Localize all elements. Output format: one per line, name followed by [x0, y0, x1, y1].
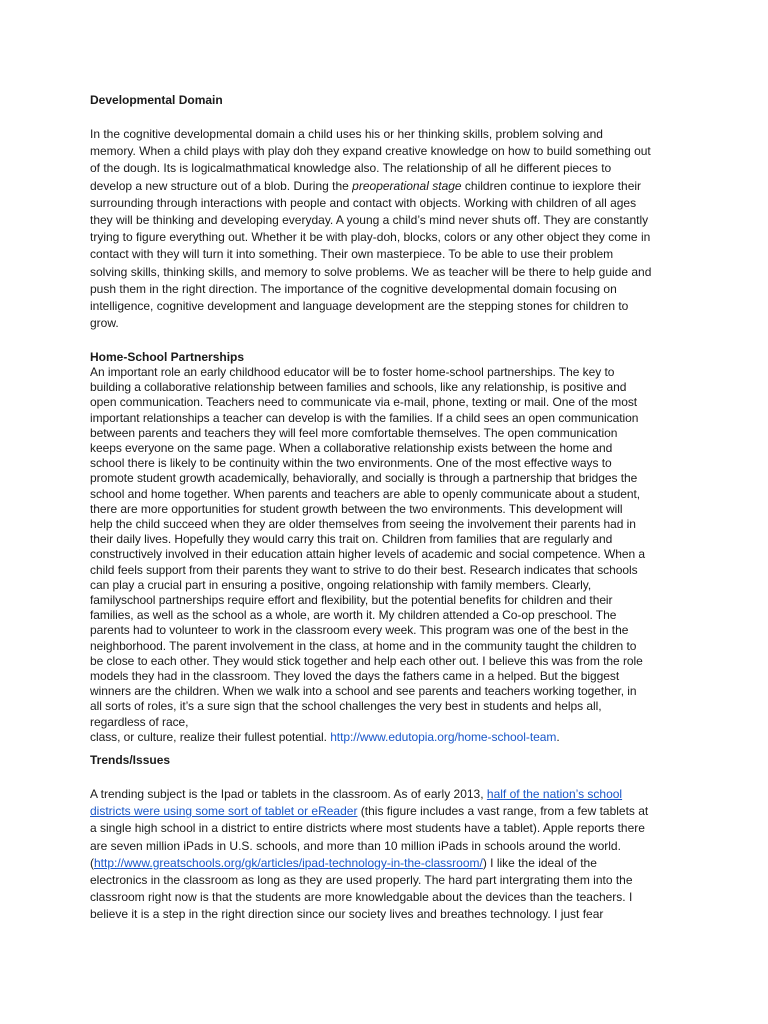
tablet-statistics-link-continued[interactable]: districts were using some sort of tablet or eReader	[90, 804, 358, 819]
text-segment: (	[90, 855, 94, 870]
text-line: trying to figure everything out. Whether it be with play-doh, blocks, colors or any other object they come in	[90, 230, 651, 245]
text-segment: ) I like the ideal of the	[482, 855, 597, 870]
text-line: believe it is a step in the right direction since our society lives and breathes technology. I just fear	[90, 907, 604, 922]
text-line: a single high school in a district to entire districts where most students have a tablet). Apple reports there	[90, 821, 645, 836]
text-line: help the child succeed when they are older themselves from seeing the involvement their parents had in	[90, 517, 636, 532]
text-line: classroom right now is that the students are more knowledgable about the devices than the teachers. I	[90, 890, 633, 905]
text-line: models they had in the classroom. They loved the days the fathers came in a helped. But the biggest	[90, 669, 620, 684]
text-line: families, as well as the school as a whole, are worth it. My children attended a Co-op preschool. The	[90, 608, 617, 623]
text-line: their daily lives. Hopefully they would carry this trait on. Children from families that are regularly and	[90, 532, 613, 547]
text-line: regardless of race,	[90, 714, 189, 729]
paragraph-developmental-domain	[90, 126, 682, 332]
italic-term: preoperational stage	[352, 178, 462, 193]
text-line: of the dough. Its is logicalmathmatical knowledge also. The relationship of all he different pieces to	[90, 161, 612, 176]
text-line: neighborhood. The parent involvement in the class, at home and in the community taught the children to	[90, 638, 637, 653]
section-heading-trends-issues: Trends/Issues	[90, 753, 171, 767]
text-line: electronics in the classroom as long as they are used properly. The hard part intergrating them into the	[90, 873, 633, 888]
text-line: school and home together. When parents and teachers are able to openly communicate about a student,	[90, 486, 641, 501]
paragraph-trends-issues	[90, 786, 682, 924]
text-line	[90, 855, 682, 872]
text-line	[90, 803, 682, 820]
text-line: important relationships a teacher can develop is with the families. If a child sees an open communication	[90, 410, 639, 425]
text-line: push them in the right direction. The importance of the cognitive developmental domain focusing on	[90, 281, 617, 296]
text-segment: (this figure includes a vast range, from a few tablets at	[357, 804, 649, 819]
text-line: building a collaborative relationship between families and schools, like any relationship, is positive and	[90, 380, 627, 395]
text-line: parents had to volunteer to work in the classroom every week. This program was one of the best in the	[90, 623, 629, 638]
text-line: surrounding through interactions with people and contact with objects. Working with children of all ages	[90, 195, 637, 210]
tablet-statistics-link[interactable]: half of the nation’s school	[486, 787, 623, 801]
text-line: memory. When a child plays with play doh they expand creative knowledge on how to build something out	[90, 144, 651, 159]
text-line	[90, 178, 682, 195]
text-line: solving skills, thinking skills, and memory to solve problems. We as teacher will be there to help guide and	[90, 264, 652, 279]
text-line: child feels support from their parents they want to strive to do their best. Research indicates that schools	[90, 562, 638, 577]
text-line	[90, 730, 682, 745]
text-line: between parents and teachers they will feel more comfortable themselves. The open communication	[90, 425, 618, 440]
text-segment: A trending subject is the Ipad or tablets in the classroom. As of early 2013,	[90, 787, 487, 801]
greatschools-link[interactable]: http://www.greatschools.org/gk/articles/ipad-technology-in-the-classroom/	[94, 855, 483, 870]
text-line: can play a crucial part in ensuring a positive, ongoing relationship with family members. Clearly,	[90, 577, 592, 592]
text-segment: .	[556, 729, 560, 744]
section-heading-developmental-domain: Developmental Domain	[90, 93, 223, 107]
text-line: be close to each other. They would stick together and help each other out. I believe this was from the role	[90, 653, 643, 668]
text-line: all sorts of roles, it’s a sure sign that the school challenges the very best in students and helps all,	[90, 699, 602, 714]
section-heading-home-school-partnerships: Home-School Partnerships	[90, 350, 245, 364]
edutopia-link[interactable]: http://www.edutopia.org/home-school-team	[330, 729, 557, 744]
text-segment: children continue to iexplore their	[461, 178, 642, 193]
text-line: familyschool partnerships require effort and flexibility, but the potential benefits for children and their	[90, 593, 613, 608]
text-line	[90, 786, 682, 803]
text-line: are seven million iPads in U.S. schools, and more than 10 million iPads in schools around the world.	[90, 838, 621, 853]
text-line: school there is likely to be continuity within the two environments. One of the most effective ways to	[90, 456, 612, 471]
text-line: intelligence, cognitive development and language development are the stepping stones for children to	[90, 299, 629, 314]
text-line: An important role an early childhood educator will be to foster home-school partnerships. The key to	[90, 365, 615, 379]
text-line: keeps everyone on the same page. When a collaborative relationship exists between the home and	[90, 441, 613, 456]
text-line: constructively involved in their education attain higher levels of academic and social competence. When a	[90, 547, 646, 562]
text-segment: class, or culture, realize their fullest potential.	[90, 729, 331, 744]
text-line: they will be thinking and developing everyday. A young a child’s mind never shuts off. They are constantly	[90, 213, 649, 228]
text-line: open communication. Teachers need to communicate via e-mail, phone, texting or mail. One of the most	[90, 395, 638, 410]
paragraph-home-school-partnerships	[90, 365, 682, 745]
text-line: winners are the children. When we walk into a school and see parents and teachers working together, in	[90, 684, 637, 699]
text-line: there are more opportunities for student growth between the two environments. This development will	[90, 501, 623, 516]
text-line: In the cognitive developmental domain a child uses his or her thinking skills, problem solving and	[90, 127, 603, 141]
text-line: grow.	[90, 316, 119, 331]
text-segment: develop a new structure out of a blob. During the	[90, 178, 353, 193]
text-line: contact with they will turn it into something. Their own masterpiece. To be able to use their problem	[90, 247, 614, 262]
text-line: promote student growth academically, behaviorally, and socially is through a partnership that bridges the	[90, 471, 638, 486]
